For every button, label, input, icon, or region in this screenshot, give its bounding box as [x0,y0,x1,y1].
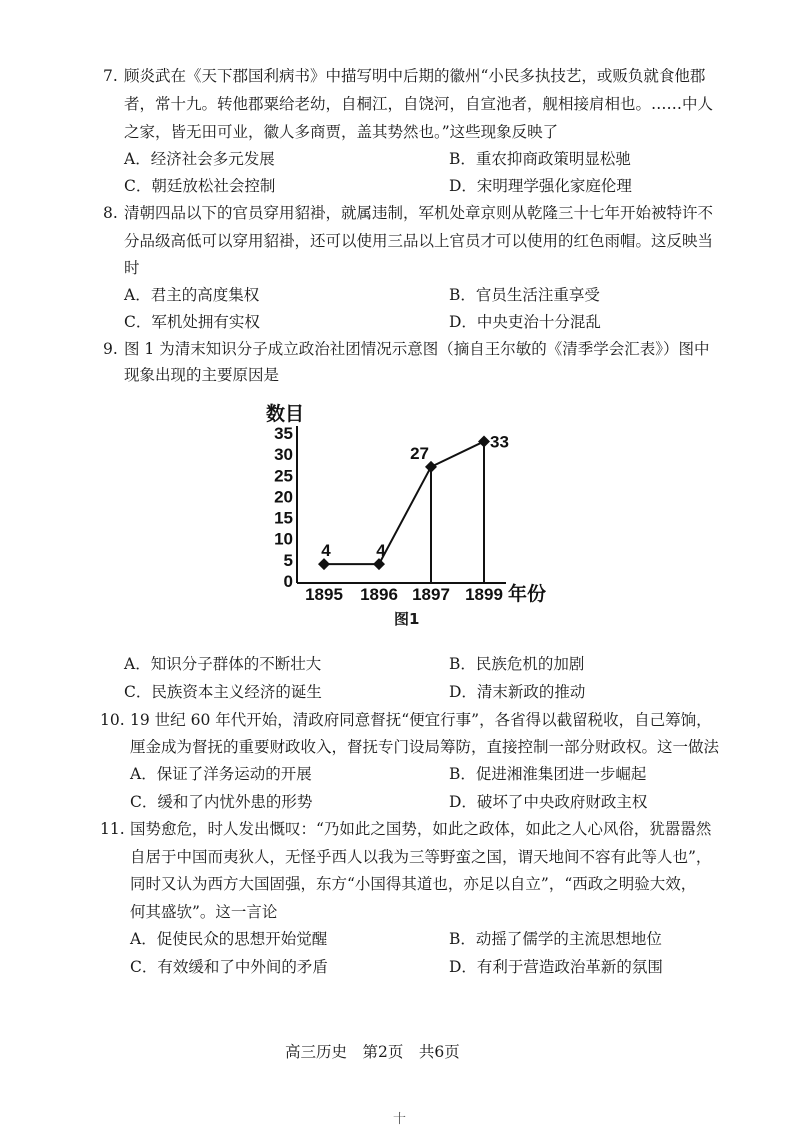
question-11-option-b[interactable]: B．动摇了儒学的主流思想地位 [449,930,662,948]
chart-data-point [478,435,490,447]
chart-y-tick-label: 15 [274,508,293,528]
question-9-option-c[interactable]: C．民族资本主义经济的诞生 [124,683,322,701]
question-11-line-1: 国势愈危，时人发出慨叹：“乃如此之国势，如此之政体，如此之人心风俗，犹嚣嚣然 [130,820,712,838]
question-9-line-1: 图 1 为清末知识分子成立政治社团情况示意图（摘自王尔敏的《清季学会汇表》）图中 [124,340,710,358]
chart-y-tick-label: 30 [274,445,293,465]
question-11-option-c[interactable]: C．有效缓和了中外间的矛盾 [130,958,328,976]
chart-x-tick-label: 1897 [412,585,450,604]
question-11-line-4: 何其盛欤”。这一言论 [130,903,278,921]
chart-x-tick-label: 1899 [465,585,503,604]
chart-caption: 图1 [394,610,420,628]
question-7-option-b[interactable]: B．重农抑商政策明显松驰 [449,150,631,168]
question-8-option-c[interactable]: C．军机处拥有实权 [124,313,260,331]
question-8-line-1: 清朝四品以下的官员穿用貂褂，就属违制，军机处章京则从乾隆三十七年开始被特许不 [124,204,714,222]
question-7-option-d[interactable]: D．宋明理学强化家庭伦理 [449,177,632,195]
chart-y-tick-label: 20 [274,487,293,507]
chart-data-label: 4 [376,541,386,561]
question-8-line-2: 分品级高低可以穿用貂褂，还可以使用三品以上官员才可以使用的红色雨帽。这反映当 [124,232,714,250]
question-7-option-a[interactable]: A．经济社会多元发展 [124,150,275,168]
question-8-option-b[interactable]: B．官员生活注重享受 [449,286,600,304]
chart-y-tick-label: 25 [274,466,293,486]
chart-y-tick-label: 5 [283,550,293,570]
question-10-option-a[interactable]: A．保证了洋务运动的开展 [130,765,312,783]
question-9-option-d[interactable]: D．清末新政的推动 [449,683,586,701]
question-10-option-c[interactable]: C．缓和了内忧外患的形势 [130,793,313,811]
chart-y-tick-label: 0 [283,572,293,591]
question-11-line-2: 自居于中国而夷狄人，无怪乎西人以我为三等野蛮之国，谓天地间不容有此等人也”， [130,848,712,866]
question-9-option-b[interactable]: B．民族危机的加剧 [449,655,585,673]
chart-y-tick-label: 35 [274,424,293,443]
question-10-line-2: 厘金成为督抚的重要财政收入，督抚专门设局筹防，直接控制一部分财政权。这一做法 [130,738,720,756]
question-11-number: 11. [100,820,125,838]
chart-data-label: 33 [490,432,509,452]
bottom-registration-mark: 十 [393,1112,407,1127]
question-8-option-d[interactable]: D．中央吏治十分混乱 [449,313,601,331]
question-8-number: 8. [103,204,118,222]
question-9-line-2: 现象出现的主要原因是 [124,366,280,384]
question-10-option-b[interactable]: B．促进湘淮集团进一步崛起 [449,765,647,783]
question-7-option-c[interactable]: C．朝廷放松社会控制 [124,177,276,195]
question-7-line-1: 顾炎武在《天下郡国利病书》中描写明中后期的徽州“小民多执技艺，或贩负就食他郡 [124,67,706,85]
question-11-option-a[interactable]: A．促使民众的思想开始觉醒 [130,930,328,948]
chart-y-tick-label: 10 [274,529,293,549]
question-9-number: 9. [103,340,118,358]
chart-x-tick-label: 1895 [305,585,343,604]
chart-x-tick-label: 1896 [360,585,398,604]
chart-data-label: 4 [321,541,331,561]
question-8-line-3: 时 [124,259,140,277]
chart-data-label: 27 [410,443,429,463]
page-footer: 高三历史 第2页 共6页 [285,1043,460,1061]
question-10-line-1: 19 世纪 60 年代开始，清政府同意督抚“便宜行事”，各省得以截留税收，自己筹饷， [130,711,712,729]
question-7-number: 7. [103,67,118,85]
question-8-option-a[interactable]: A．君主的高度集权 [124,286,260,304]
chart-ylabel: 数目 [266,404,305,425]
question-11-line-3: 同时又认为西方大国固强，东方“小国得其道也，亦足以自立”，“西政之明验大效， [130,875,697,893]
chart-series-line [324,441,484,564]
question-10-number: 10. [100,711,125,729]
question-9-option-a[interactable]: A．知识分子群体的不断壮大 [124,655,322,673]
question-11-option-d[interactable]: D．有利于营造政治革新的氛围 [449,958,663,976]
question-7-line-3: 之家，皆无田可业，徽人多商贾，盖其势然也。”这些现象反映了 [124,123,559,141]
question-7-line-2: 者，常十九。转他郡粟给老幼，自桐江，自饶河，自宣池者，舰相接肩相也。……中人 [124,95,714,113]
chart-xlabel: 年份 [508,584,547,605]
question-10-option-d[interactable]: D．破坏了中央政府财政主权 [449,793,648,811]
